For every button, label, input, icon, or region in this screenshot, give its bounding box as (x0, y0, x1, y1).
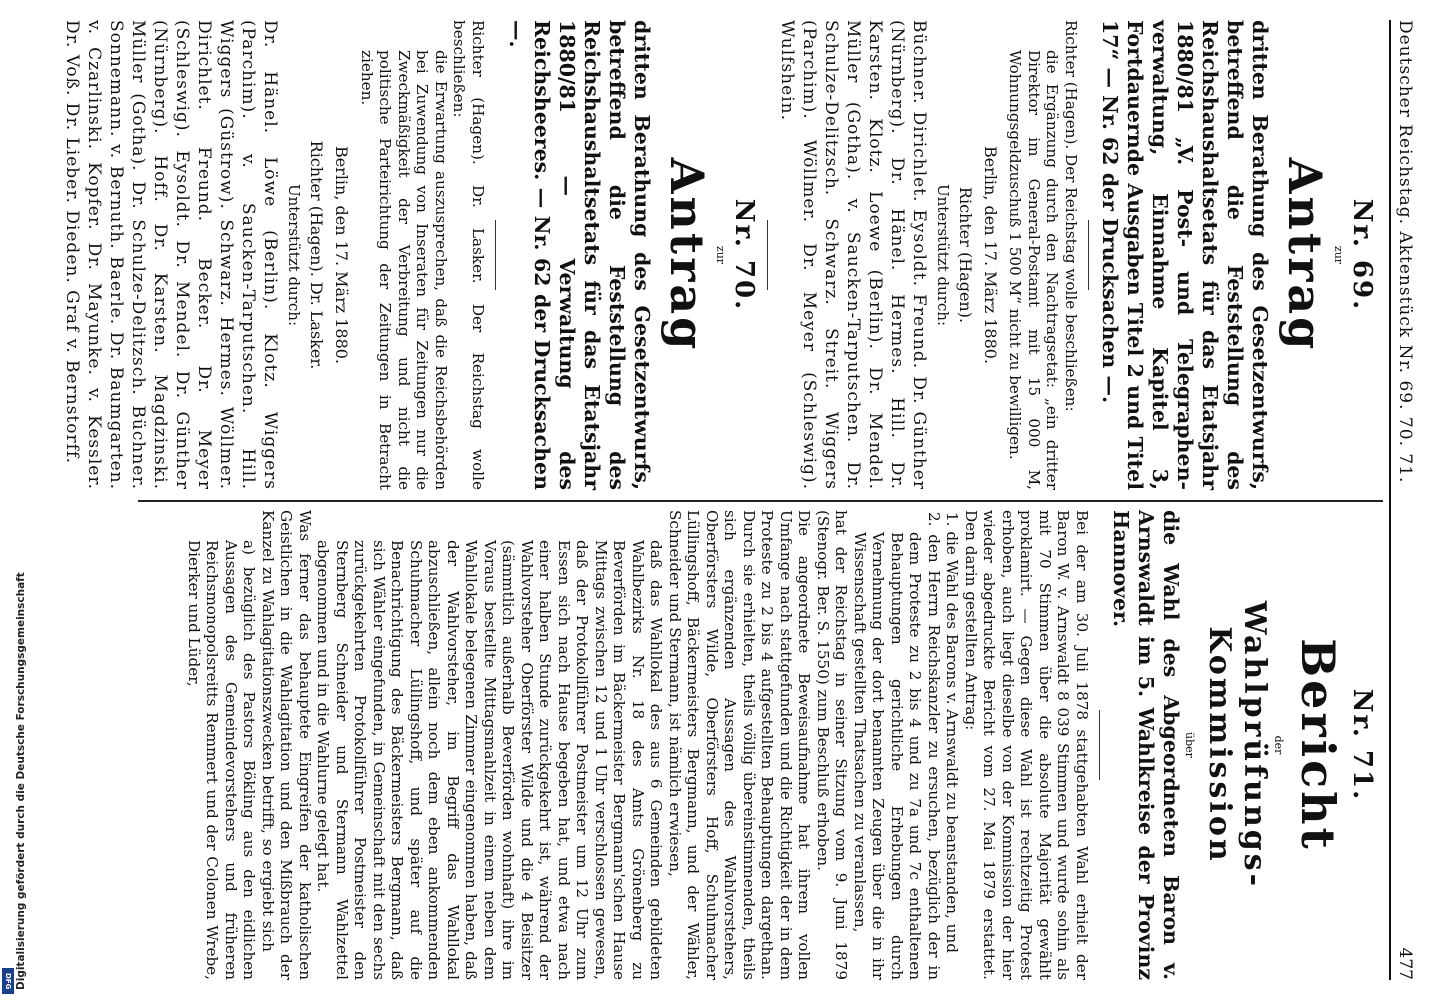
doc-heading: Antrag (660, 157, 714, 353)
dfg-logo: DFG (2, 968, 14, 994)
report-paragraph: Bei der am 30. Juli 1878 stattgehabten Wahl erhielt der Baron W. v. Arnswaldt 8 039 Stimmen und wurde sohin als mit 70 Stimmen über die absolute Majorität gewählt proklamirt. — Gegen diese Wahl ist rechtzeitig Protest erhoben, auch liegt dieselbe von der Kommission der hier wieder abgedruckte Bericht vom 27. Mai 1879 erstattet. Den darin gestellten Antrag: (962, 510, 1091, 980)
digitization-strip (0, 0, 30, 1000)
divider (767, 220, 768, 290)
motion-date: Berlin, den 17. März 1880. (332, 145, 352, 365)
scanned-page (62, 0, 1432, 1000)
motion-text: die Erwartung auszusprechen, daß die Reichsbehörden bei Zuwendung von Inseraten für Zeitungen nur die Zweckmäßigkeit der Verbreitung und nicht die politische Parteirichtung der Zeitungen in Betracht ziehen. (358, 50, 450, 490)
report-paragraph: a) bezüglich des Pastors Bökling aus den eidlichen Aussagen des Gemeindevorstehers und früheren Reichsmonopolsreitts Remmert und der Colonen Wrebe, Dierker und Lüder, (185, 540, 259, 980)
motion-text: die Ergänzung durch den Nachtragsetat: „ein dritter Direktor im General-Postamt mit 15 000 M, Wohnungsgeldzuschuß 1 500 M“ nicht zu bewilligen. (1006, 50, 1062, 490)
report-list-item: 1. die Wahl des Barons v. Arnswaldt zu beanstanden, und (943, 512, 962, 953)
motion-date: Berlin, den 17. März 1880. (981, 145, 1000, 365)
document-nr70 (62, 20, 760, 490)
signatory: Richter (Hagen). Dr. Lasker. (307, 140, 327, 370)
right-column (138, 510, 1383, 980)
doc-heading: Antrag (1278, 157, 1332, 353)
digitization-credit: Digitalisierung gefördert durch die Deutsche Forschungsgemeinschaft (15, 572, 27, 990)
divider (1088, 220, 1089, 290)
report-paragraph: hat der Reichstag in seiner Sitzung vom 9. Juni 1879 (Stenogr. Ber. S. 1550) zum Beschluß erhoben. (814, 510, 851, 980)
running-head (1389, 20, 1425, 980)
left-column (62, 20, 1383, 490)
supporters-list: Dr. Hänel. Löwe (Berlin). Klotz. Wiggers (Parchim). v. Saucken-Tarputschen. Hill. Wiggers (Güstrow). Schwarz. Hermes. Wöllmer. Dirichlet. Freund. Becker. Dr. Meyer (Schleswig). Eysoldt. Dr. Mendel. Dr. Günther (Nürnberg). Hoff. Dr. Karsten. Magdzinski. Müller (Gotha). Dr. Schulze-Delitzsch. Büchner. Sonnemann. v. Bernuth. Baerle. Dr. Baumgarten. v. Czarlinski. Kopfer. Dr. Mayunke. v. Kessler. Dr. Voß. Dr. Lieber. Dieden. Graf v. Bernstorff. (62, 20, 281, 490)
doc-subheading: Wahlprüfungs-Kommission (1202, 600, 1272, 890)
doc-number: Nr. 69. (1347, 198, 1377, 312)
supported-label: Unterstützt durch: (934, 183, 952, 327)
supporters-list: Büchner. Dirichlet. Eysoldt. Freund. Dr. Günther (Nürnberg). Dr. Hänel. Hermes. Hill. Dr. Karsten. Klotz. Loewe (Berlin). Dr. Mendel. Müller (Gotha). v. Saucken-Tarputschen. Dr. Schulze-Delitzsch. Schwarz. Streit. Wiggers (Parchim). Wöllmer. Dr. Meyer (Schleswig). Wulfshein. (777, 20, 929, 490)
report-paragraph: Was ferner das behauptete Eingreifen der katholischen Geistlichen in die Wahlagitation und den Mißbrauch der Kanzel zu Wahlagitationszwecken betrifft, so ergiebt sich (259, 510, 314, 980)
report-paragraph: daß das Wahllokal des aus 6 Gemeinden gebildeten Wahlbezirks Nr. 18 des Amts Grönenberg zu Beverförden im Bäckermeister Bergmann'schen Hause Mittags zwischen 12 und 1 Uhr verschlossen gewesen, daß der Protokollführer Postmeister um 12 Uhr zum Essen sich nach Hause begeben hat, und etwa nach einer halben Stunde zurückgekehrt ist, während der Wahlvorsteher Oberförster Wilde und die 4 Beisitzer (sämmtlich außerhalb Beverförden wohnhaft) ihre im Voraus bestellte Mittagsmahlzeit in einem neben dem Wahllokale belegenen Zimmer eingenommen haben, daß der Wahlvorsteher, im Begriff das Wahllokal abzuschließen, allein noch dem eben ankommenden Schuhmacher Lüllingshoff, und später auf die Benachrichtigung des Bäckermeisters Bergmann, daß sich Wähler eingefunden, in Gemeinschaft mit den sechs zurückgekehrten Protokollführer Postmeister den Sternberg Schneider und Stermann Wahlzettel abgenommen und in die Wahlurne gelegt hat. (314, 540, 666, 980)
report-list-item: 2. den Herrn Reichskanzler zu ersuchen, bezüglich der in dem Proteste zu 2 bis 4 und zu 7a und 7c enthaltenen Behauptungen gerichtliche Erhebungen durch Vernehmung der dort benannten Zeugen über die in ihr Wissenschaft gestellten Thatsachen zu veranlassen, (851, 512, 943, 980)
der-label: der (1272, 735, 1285, 755)
column-divider (138, 500, 1383, 502)
signatory: Richter (Hagen). (956, 186, 975, 324)
motion-signer: Richter (Hagen). Der Reichstag wolle beschließen: (1062, 20, 1080, 412)
report-paragraph: Die angeordnete Beweisaufnahme hat ihrem vollen Umfange nach stattgefunden und die Richtigkeit der in dem Proteste zu 2 bis 4 aufgestellten Behauptungen dargethan. Durch sie erhielten, theils völlig übereinstimmenden, theils sich ergänzenden Aussagen des Wahlvorstehers, Oberförsters Wilde, Oberförsters Hoff, Schuhmacher Lüllingshoff, Bäckermeisters Bergmann, und der Wähler, Schneider und Stermann, ist nämlich erwiesen, (666, 510, 814, 980)
divider (495, 220, 496, 290)
motion-signer: Richter (Hagen). Dr. Lasker. Der Reichstag wolle beschließen: (450, 20, 487, 490)
doc-heading: Bericht (1291, 638, 1345, 852)
document-nr71 (185, 510, 1378, 980)
doc-lead: dritten Berathung des Gesetzentwurfs, betreffend die Feststellung des Reichshaushaltsetats für das Etatsjahr 1880/81 — Verwaltung des Reichsheeres. — Nr. 62 der Drucksachen —. (505, 20, 654, 490)
doc-number: Nr. 71. (1347, 688, 1377, 802)
doc-number: Nr. 70. (729, 198, 759, 312)
document-nr69 (776, 20, 1377, 490)
ueber-label: über (1183, 732, 1196, 758)
doc-lead: dritten Berathung des Gesetzentwurfs, betreffend die Feststellung des Reichshaushaltsetats für das Etatsjahr 1880/81 „V. Post- und Telegraphen-verwaltung, Einnahme Kapitel 3, Fortdauernde Ausgaben Titel 2 und Titel 17“ — Nr. 62 der Drucksachen —. (1098, 20, 1272, 490)
supported-label: Unterstützt durch: (285, 183, 304, 327)
doc-lead: die Wahl des Abgeordneten Baron v. Arnswaldt im 5. Wahlkreise der Provinz Hannover. (1109, 510, 1183, 980)
zur-label: zur (714, 245, 727, 265)
running-head-title: Deutscher Reichstag. Aktenstück Nr. 69. 70. 71. (1395, 20, 1415, 484)
zur-label: zur (1332, 245, 1345, 265)
page-number: 477 (1395, 947, 1415, 980)
divider (1099, 710, 1100, 780)
